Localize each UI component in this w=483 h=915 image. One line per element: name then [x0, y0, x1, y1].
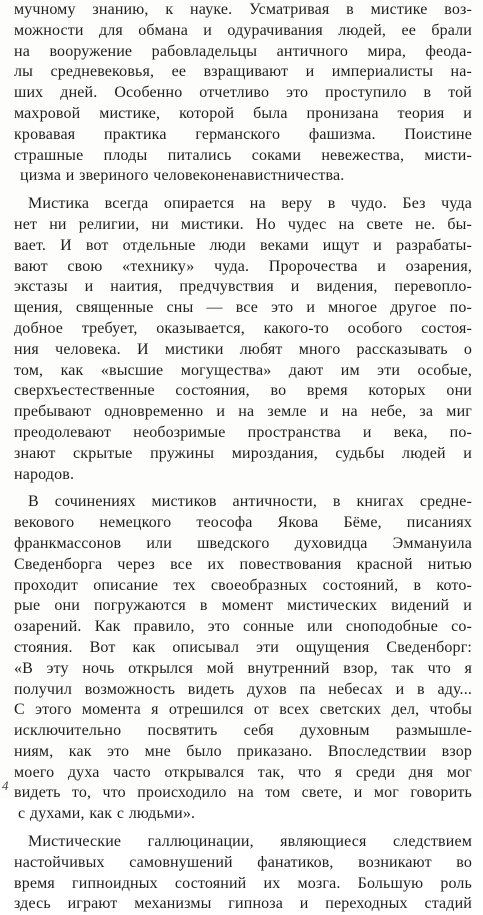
text-line: на вооружение рабовладельцы античного мира, феода- — [14, 42, 472, 60]
text-line: экстазы и наития, предчувствия и видения, перевопло- — [14, 278, 472, 296]
paragraph-2 — [14, 194, 472, 485]
text-line: стояния. Вот как описывал эти ощущения Сведенборг: — [14, 638, 472, 656]
text-line: с духами, как с людьми». — [18, 805, 196, 823]
text-line: векового немецкого теософа Якова Бёме, писаниях — [14, 514, 472, 532]
text-line: сверхъестественные состояния, во время которых они — [14, 382, 472, 400]
text-line: здесь играют механизмы гипноза и переходных стадий — [14, 895, 472, 913]
paragraph-3 — [14, 492, 472, 825]
text-line: знают скрытые пружины мироздания, судьбы людей и — [14, 444, 472, 462]
text-line: добное требует, оказывается, какого-то особого состоя- — [14, 319, 472, 337]
text-line: Сведенборга через все их повествования красной нитью — [14, 555, 472, 573]
text-line: В сочинениях мистиков античности, в книгах средне- — [28, 493, 472, 511]
text-line: лы средневековья, ее взращивают и империалисты на- — [14, 63, 472, 81]
text-line: можности для обмана и одурачивания людей, ее брали — [14, 21, 472, 39]
paragraph-4 — [14, 832, 472, 915]
text-line: щения, священные сны — все это и многое другое по- — [14, 299, 472, 317]
text-line: пребывают одновременно и на земле и на небе, за миг — [14, 403, 472, 421]
paragraph-1 — [14, 0, 472, 187]
text-line: мучному знанию, к науке. Усматривая в мистике воз- — [14, 1, 472, 18]
text-line: озарений. Как правило, это сонные или сноподобные со- — [14, 618, 472, 636]
text-line: ниям, как это мне было приказано. Впоследствии взор — [14, 742, 472, 760]
text-line: время гипноидных состояний их мозга. Большую роль — [14, 874, 472, 892]
text-line: рые они погружаются в момент мистических видений и — [14, 597, 472, 615]
text-line: преодолевают необозримые пространства и века, по- — [14, 423, 472, 441]
text-line: франкмассонов или шведского духовидца Эммануила — [14, 534, 472, 552]
text-line: том, как «высшие могущества» дают им эти особые, — [14, 361, 472, 379]
text-line: вают свою «технику» чуда. Пророчества и озарения, — [14, 257, 472, 275]
text-line: кровавая практика германского фашизма. Поистине — [14, 125, 472, 143]
text-line: ния человека. И мистики любят много рассказывать о — [14, 340, 472, 358]
text-line: цизма и звериного человеконенавистничества. — [20, 167, 345, 185]
text-line: народов. — [14, 465, 75, 483]
text-line: ших дней. Особенно отчетливо это проступило в той — [14, 84, 472, 102]
page-number: 4 — [2, 778, 9, 793]
text-line: «В эту ночь открылся мой внутренний взор, так что я — [14, 659, 472, 677]
body-text — [14, 0, 472, 915]
text-line: настойчивых самовнушений фанатиков, возникают во — [14, 853, 472, 871]
text-line: получил возможность видеть духов па небесах и в аду... — [14, 680, 472, 698]
text-line: нет ни религии, ни мистики. Но чудес на свете не. бы- — [14, 215, 472, 233]
text-line: страшные плоды питались соками невежества, мисти- — [14, 146, 472, 164]
text-line: вает. И вот отдельные люди веками ищут и разрабаты- — [14, 236, 472, 254]
text-line: махровой мистике, которой была пронизана теория и — [14, 104, 472, 122]
text-line: Мистика всегда опирается на веру в чудо. Без чуда — [28, 195, 472, 213]
text-line: исключительно посвятить себя духовным размышле- — [14, 722, 472, 740]
text-line: видеть то, что происходило на том свете, и мог говорить — [14, 784, 472, 802]
text-line: С этого момента я отрешился от всех светских дел, чтобы — [14, 701, 472, 719]
text-line: проходит описание тех своеобразных состояний, в кото- — [14, 576, 472, 594]
text-line: Мистические галлюцинации, являющиеся следствием — [28, 833, 472, 851]
text-line: моего духа часто открывался так, что я среди дня мог — [14, 763, 472, 781]
